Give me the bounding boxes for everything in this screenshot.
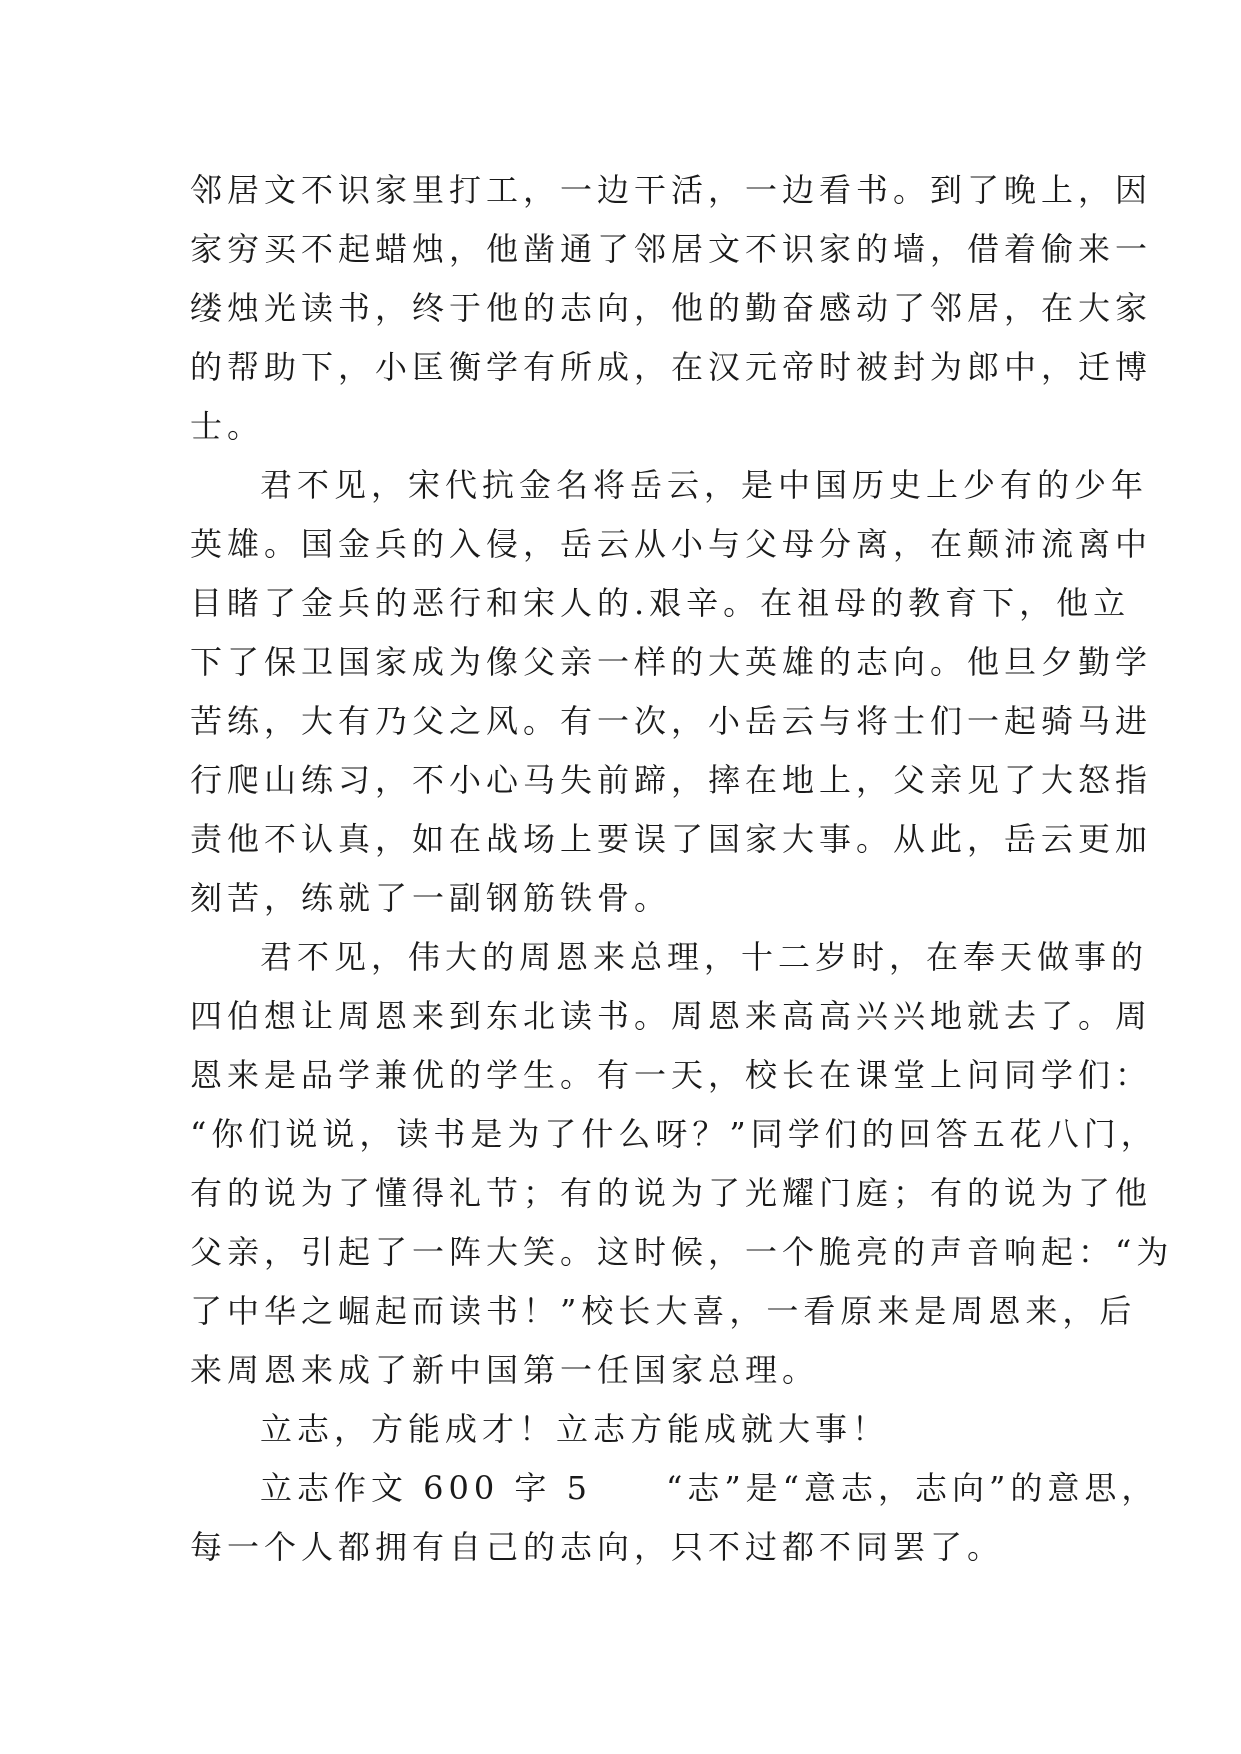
text-line: 责他不认真，如在战场上要误了国家大事。从此，岳云更加 <box>190 820 1153 858</box>
document-body <box>190 161 1174 1577</box>
text-line: 来周恩来成了新中国第一任国家总理。 <box>190 1351 820 1389</box>
text-line: 家穷买不起蜡烛，他凿通了邻居文不识家的墙，借着偷来一 <box>190 230 1153 268</box>
text-line: 刻苦，练就了一副钢筋铁骨。 <box>190 879 672 917</box>
text-line: 君不见，宋代抗金名将岳云，是中国历史上少有的少年 <box>260 466 1149 504</box>
paragraph <box>190 1400 1066 1459</box>
paragraph <box>190 1459 1159 1577</box>
text-line: 下了保卫国家成为像父亲一样的大英雄的志向。他旦夕勤学 <box>190 643 1153 681</box>
text-line: 四伯想让周恩来到东北读书。周恩来高高兴兴地就去了。周 <box>190 997 1153 1035</box>
text-line: 英雄。国金兵的入侵，岳云从小与父母分离，在颠沛流离中 <box>190 525 1153 563</box>
text-line: 行爬山练习，不小心马失前蹄，摔在地上，父亲见了大怒指 <box>190 761 1153 799</box>
text-line: 立志作文 600 字 5 “志”是“意志，志向”的意思， <box>260 1469 1159 1507</box>
text-line: 每一个人都拥有自己的志向，只不过都不同罢了。 <box>190 1528 1005 1566</box>
text-line: 士。 <box>190 407 265 445</box>
paragraph <box>190 928 1174 1400</box>
text-line: 的帮助下，小匡衡学有所成，在汉元帝时被封为郎中，迁博 <box>190 348 1153 386</box>
text-line: 目睹了金兵的恶行和宋人的.艰辛。在祖母的教育下，他立 <box>190 584 1131 622</box>
paragraph <box>190 456 1153 928</box>
text-line: 缕烛光读书，终于他的志向，他的勤奋感动了邻居，在大家 <box>190 289 1153 327</box>
text-line: 君不见，伟大的周恩来总理，十二岁时，在奉天做事的 <box>260 938 1149 976</box>
text-line: 了中华之崛起而读书！”校长大喜，一看原来是周恩来，后 <box>190 1292 1137 1330</box>
text-line: “你们说说，读书是为了什么呀？”同学们的回答五花八门， <box>190 1115 1158 1153</box>
text-line: 邻居文不识家里打工，一边干活，一边看书。到了晚上，因 <box>190 171 1153 209</box>
text-line: 苦练，大有乃父之风。有一次，小岳云与将士们一起骑马进 <box>190 702 1153 740</box>
text-line: 父亲，引起了一阵大笑。这时候，一个脆亮的声音响起：“为 <box>190 1233 1174 1271</box>
text-line: 有的说为了懂得礼节；有的说为了光耀门庭；有的说为了他 <box>190 1174 1153 1212</box>
text-line: 恩来是品学兼优的学生。有一天，校长在课堂上问同学们： <box>190 1056 1153 1094</box>
paragraph <box>190 161 1153 456</box>
text-line: 立志，方能成才！立志方能成就大事！ <box>260 1410 890 1448</box>
